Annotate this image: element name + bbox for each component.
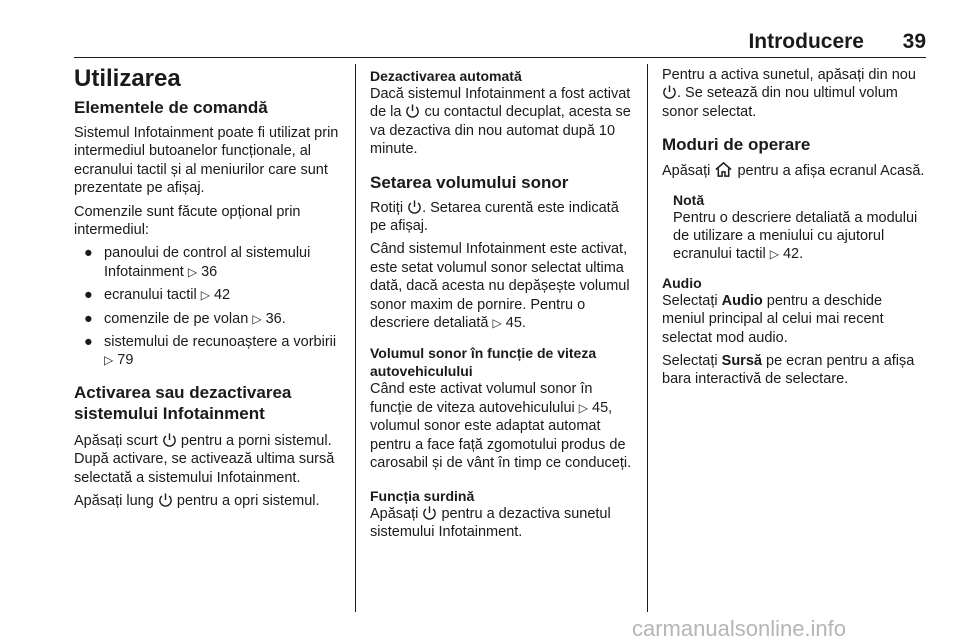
source-label: Sursă (721, 353, 762, 370)
power-icon (162, 432, 177, 448)
page-reference: 79 (117, 352, 134, 369)
reference-arrow-icon: ▷ (769, 247, 779, 262)
column-divider (355, 64, 356, 612)
list-item: ● comenzile de pe volan ▷ 36. (84, 310, 286, 327)
unmute-paragraph: Pentru a activa sunetul, apăsați din nou . Se setează din nou ultimul volum sonor selectat. (662, 67, 916, 120)
page-reference: 45. (505, 315, 526, 332)
volume-heading: Setarea volumului sonor (370, 172, 569, 192)
header-rule (74, 57, 926, 58)
reference-arrow-icon: ▷ (187, 264, 198, 279)
section-title: Utilizarea (74, 65, 181, 92)
mute-heading: Funcția surdină (370, 487, 475, 504)
column-2 (370, 64, 634, 546)
speed-volume-paragraph: Când este activat volumul sonor în funcție de viteza autovehiculului ▷ 45, volumul sonor este adaptat automat pentru a face față zgomotului produs de carosabil și de vânt în timp ce conduceți. (370, 381, 632, 472)
reference-arrow-icon: ▷ (492, 316, 502, 331)
reference-arrow-icon: ▷ (104, 353, 114, 368)
page-reference: 36. (265, 310, 286, 327)
speed-volume-heading: Volumul sonor în funcție de viteza autovehiculului (370, 345, 597, 380)
reference-arrow-icon: ▷ (252, 311, 262, 326)
audio-heading: Audio (662, 274, 702, 291)
power-icon (407, 199, 422, 215)
column-3 (662, 64, 926, 394)
bullet-icon: ● (84, 310, 93, 327)
reference-arrow-icon: ▷ (200, 288, 210, 303)
power-off-paragraph: Apăsați lung pentru a opri sistemul. (74, 493, 320, 510)
page-header (74, 30, 926, 56)
modes-heading: Moduri de operare (662, 135, 811, 155)
list-item: ● panoului de control al sistemului Infotainment ▷ 36 (84, 245, 311, 280)
audio-paragraph: Selectați Audio pentru a deschide meniul principal al celui mai recent selectat mod audio. (662, 292, 884, 346)
source-paragraph: Selectați Sursă pe ecran pentru a afișa bara interactivă de selectare. (662, 353, 915, 388)
list-item: ● sistemului de recunoaștere a vorbirii ▷ 79 (84, 334, 337, 369)
auto-off-heading: Dezactivarea automată (370, 68, 522, 84)
auto-off-paragraph: Dacă sistemul Infotainment a fost activat de la cu contactul decuplat, acesta se va dezactiva din nou automat după 10 minute. (370, 86, 631, 158)
power-on-paragraph: Apăsați scurt pentru a porni sistemul. După activare, se activează ultima sursă selectată a sistemului Infotainment. (74, 432, 335, 486)
volume-paragraph: Rotiți . Setarea curentă este indicată pe afișaj. (370, 199, 619, 235)
controls-paragraph: Sistemul Infotainment poate fi utilizat prin intermediul butoanelor funcționale, al ecranului tactil și al meniurilor care sunt prezentate pe afișaj. (74, 125, 339, 197)
page-reference: 36 (201, 263, 218, 280)
power-icon (158, 492, 173, 508)
controls-heading: Elementele de comandă (74, 98, 268, 117)
bullet-icon: ● (84, 287, 93, 304)
controls-options-intro: Comenzile sunt făcute opțional prin intermediul: (74, 203, 301, 239)
reference-arrow-icon: ▷ (578, 400, 589, 415)
list-item: ● ecranului tactil ▷ 42 (84, 287, 231, 304)
power-icon (405, 103, 420, 119)
note-text: Pentru o descriere detaliată a modului de utilizare a meniului cu ajutorul ecranului tactil ▷ 42. (673, 209, 918, 263)
column-1 (74, 64, 344, 516)
volume-detail-paragraph: Când sistemul Infotainment este activat, este setat volumul sonor selectat ultima dată, dacă acesta nu depășește volumul sonor maxim de pornire. Pentru o descriere detaliată ▷ 45. (370, 241, 630, 332)
note-box (662, 191, 926, 264)
power-icon (662, 84, 677, 100)
audio-label: Audio (721, 292, 763, 309)
power-heading: Activarea sau dezactivarea sistemului Infotainment (74, 382, 292, 423)
watermark: carmanualsonline.info (632, 616, 847, 641)
page-reference: 45, (592, 399, 613, 416)
column-divider (647, 64, 648, 612)
page-reference: 42 (213, 287, 231, 304)
note-title: Notă (673, 191, 705, 208)
mute-paragraph: Apăsați pentru a dezactiva sunetul sistemului Infotainment. (370, 505, 611, 540)
bullet-icon: ● (84, 334, 93, 351)
home-icon (714, 161, 733, 178)
page-number: 39 (902, 30, 926, 53)
modes-paragraph: Apăsați pentru a afișa ecranul Acasă. (662, 163, 925, 180)
page-reference: 42. (782, 246, 804, 263)
bullet-icon: ● (84, 245, 93, 262)
power-icon (422, 505, 437, 521)
chapter-title: Introducere (748, 30, 864, 53)
